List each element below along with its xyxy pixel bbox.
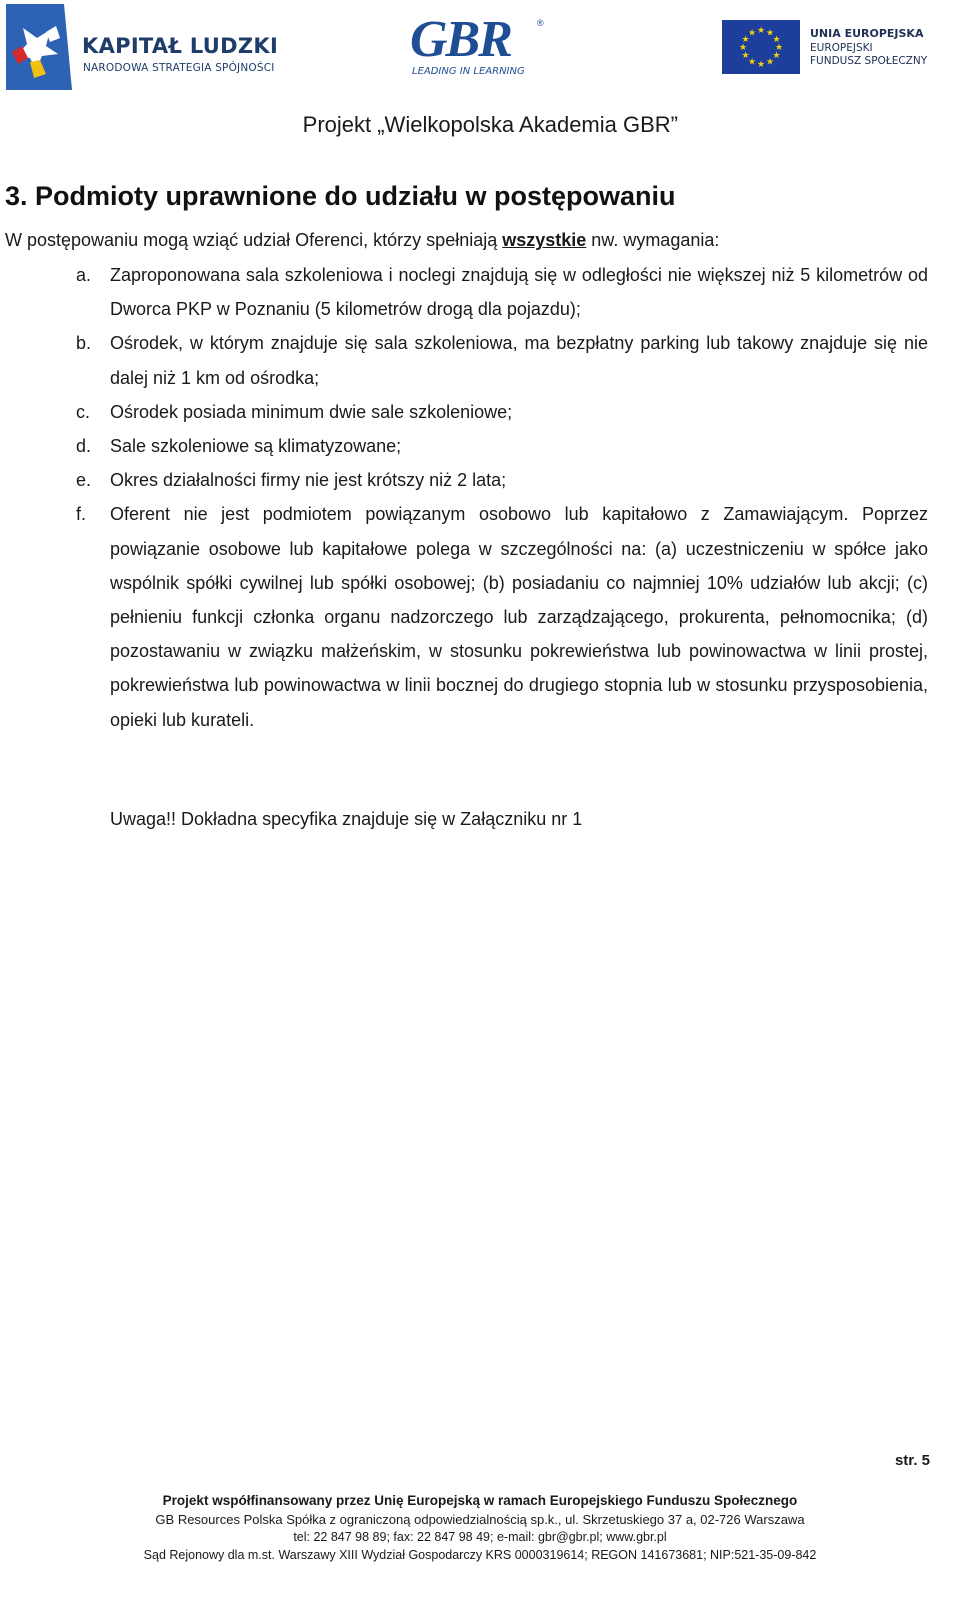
svg-text:★: ★: [738, 43, 748, 53]
list-item: [76, 395, 928, 429]
svg-text:★: ★: [772, 35, 781, 45]
list-item-text: Oferent nie jest podmiotem powiązanym osobowo lub kapitałowo z Zamawiającym. Poprzez powiązanie osobowe lub kapitałowe polega w szczególności na: (a) uczestniczeniu w spółce jako wspólnik spółki cywilnej lub spółki osobowej; (b) posiadaniu co najmniej 10% udziałów lub akcji; (c) pełnieniu funkcji członka organu nadzorczego lub zarządzającego, prokurenta, pełnomocnika; (d) pozostawaniu w związku małżeńskim, w stosunku pokrewieństwa lub powinowactwa w linii prostej, pokrewieństwa lub powinowactwa w linii bocznej do drugiego stopnia lub w stosunku przysposobienia, opieki lub kurateli.: [110, 504, 928, 730]
list-item-label: c.: [76, 401, 91, 422]
attachment-note: Uwaga!! Dokładna specyfika znajduje się w Załączniku nr 1: [110, 809, 583, 829]
eu-logo-line2: EUROPEJSKI: [810, 42, 873, 54]
svg-text:★: ★: [765, 57, 775, 68]
requirements-list: [76, 258, 928, 737]
list-item-text: Sale szkoleniowe są klimatyzowane;: [110, 436, 402, 457]
list-item: [76, 429, 928, 463]
project-title: Projekt „Wielkopolska Akademia GBR”: [302, 112, 678, 137]
eu-logo-line1: UNIA EUROPEJSKA: [810, 27, 924, 40]
section-heading: 3. Podmioty uprawnione do udziału w postępowaniu: [5, 181, 676, 211]
list-item-text: Ośrodek, w którym znajduje się sala szkoleniowa, ma bezpłatny parking lub takowy znajduje się nie dalej niż 1 km od ośrodka;: [110, 333, 928, 388]
list-item: [76, 497, 928, 736]
svg-text:★: ★: [747, 28, 757, 39]
list-item-label: a.: [76, 265, 92, 285]
gbr-logo-tagline: LEADING IN LEARNING: [412, 66, 525, 77]
list-item: [76, 463, 928, 497]
list-item-text: Okres działalności firmy nie jest krótszy niż 2 lata;: [110, 470, 507, 491]
registered-icon: ®: [537, 18, 544, 28]
svg-text:★: ★: [765, 28, 775, 39]
list-item-label: b.: [76, 333, 92, 354]
eu-logo-line3: FUNDUSZ SPOŁECZNY: [810, 55, 928, 67]
gbr-logo-mark: GBR: [410, 11, 511, 68]
svg-text:★: ★: [756, 60, 766, 70]
svg-text:★: ★: [741, 35, 750, 45]
footer-registry: Sąd Rejonowy dla m.st. Warszawy XIII Wydział Gospodarczy KRS 0000319614; REGON 141673681; NIP:521-35-09-842: [143, 1548, 817, 1562]
intro-text-start: W postępowaniu mogą wziąć udział Oferenci, którzy spełniają: [5, 230, 503, 250]
list-item: [76, 258, 928, 326]
kapital-ludzki-star-icon: [6, 4, 72, 90]
footer-funding: Projekt współfinansowany przez Unię Europejską w ramach Europejskiego Funduszu Społecznego: [162, 1493, 798, 1508]
kapital-ludzki-title: KAPITAŁ LUDZKI: [82, 34, 279, 58]
eu-logo: [722, 20, 952, 76]
list-item-text: Zaproponowana sala szkoleniowa i noclegi znajdują się w odległości nie większej niż 5 kilometrów od Dworca PKP w Poznaniu (5 kilometrów drogą dla pojazdu);: [110, 265, 928, 320]
list-item-label: e.: [76, 470, 92, 491]
list-item-label: d.: [76, 436, 92, 457]
svg-text:★: ★: [741, 51, 750, 61]
intro-emphasis: wszystkie: [502, 230, 587, 250]
svg-text:★: ★: [747, 57, 757, 68]
list-item: [76, 326, 928, 394]
footer-contact: tel: 22 847 98 89; fax: 22 847 98 49; e-mail: gbr@gbr.pl; www.gbr.pl: [293, 1530, 667, 1544]
gbr-logo: [410, 11, 560, 80]
page-number: str. 5: [894, 1452, 930, 1469]
svg-text:★: ★: [772, 51, 781, 61]
kapital-ludzki-logo: [6, 4, 278, 90]
svg-text:★: ★: [774, 43, 784, 53]
list-item-label: f.: [76, 504, 87, 525]
footer-company: GB Resources Polska Spółka z ograniczoną odpowiedzialnością sp.k., ul. Skrzetuskiego 37 a, 02-726 Warszawa: [155, 1512, 805, 1527]
kapital-ludzki-subtitle: NARODOWA STRATEGIA SPÓJNOŚCI: [83, 62, 275, 74]
list-item-text: Ośrodek posiada minimum dwie sale szkoleniowe;: [110, 401, 513, 422]
intro-paragraph: [5, 230, 719, 251]
svg-text:★: ★: [756, 26, 766, 36]
intro-text-end: nw. wymagania:: [586, 230, 720, 250]
eu-flag-icon: [722, 20, 800, 74]
